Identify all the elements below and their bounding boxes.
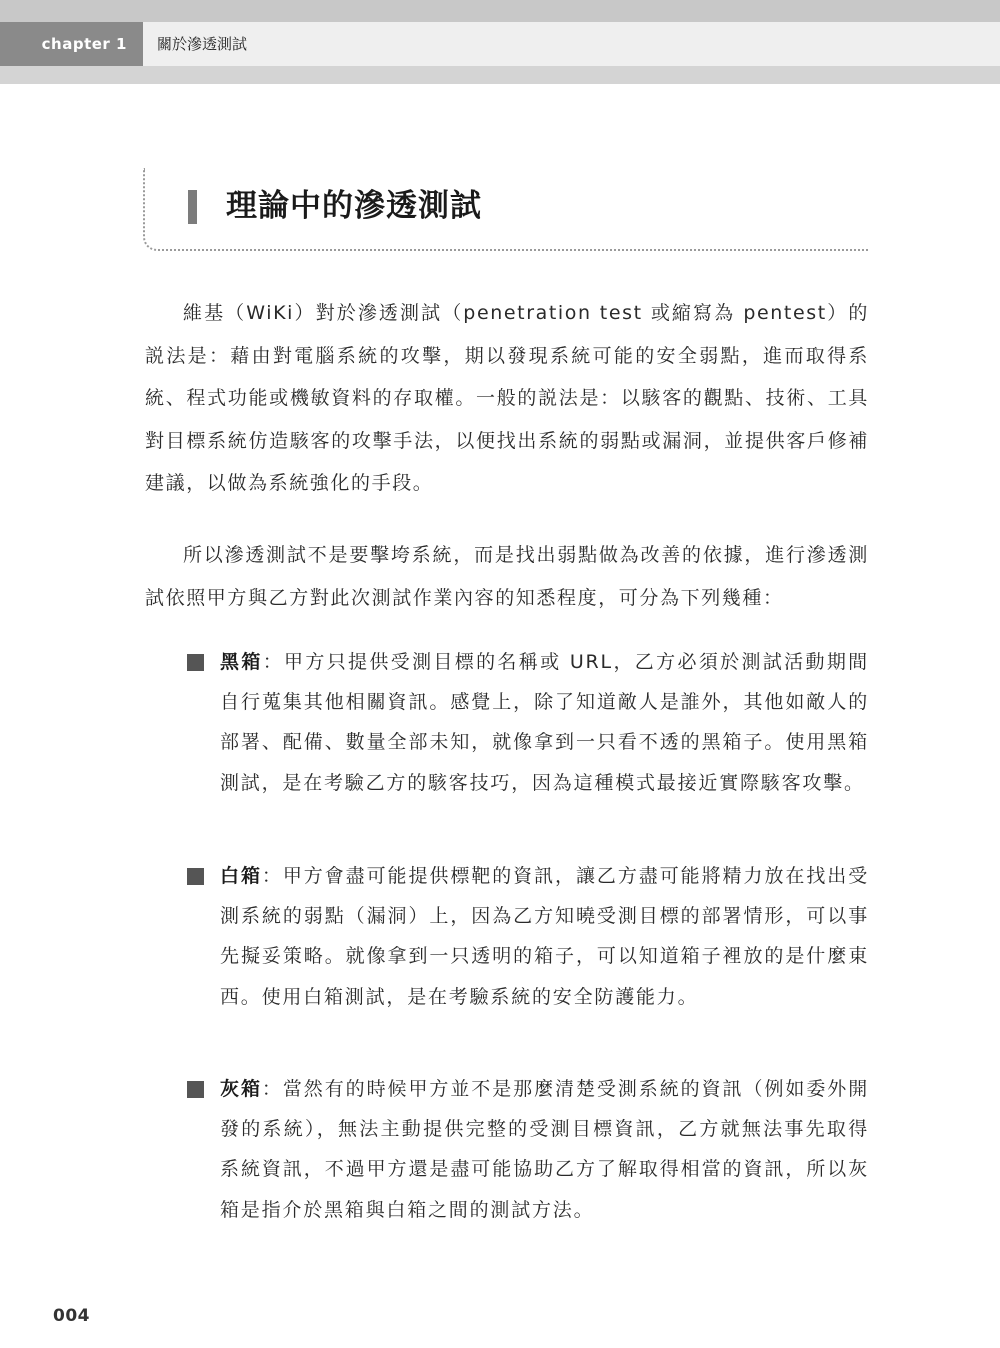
- list-item-body: [220, 1069, 869, 1230]
- chapter-label: chapter 1: [0, 22, 143, 66]
- header-divider: [0, 66, 1000, 84]
- square-bullet-icon: [187, 1081, 204, 1098]
- list-item-term: 白箱: [220, 865, 262, 887]
- list-item-body: [220, 856, 869, 1017]
- list-item-text: ：甲方會盡可能提供標靶的資訊，讓乙方盡可能將精力放在找出受測系統的弱點（漏洞）上，因為乙方知曉受測目標的部署情形，可以事先擬妥策略。就像拿到一只透明的箱子，可以知道箱子裡放的是什麼東西。使用白箱測試，是在考驗系統的安全防護能力。: [220, 865, 870, 1008]
- section-title: 理論中的滲透測試: [226, 188, 482, 224]
- list-item-term: 黑箱: [220, 651, 263, 673]
- body-paragraph-1: 維基（WiKi）對於滲透測試（penetration test 或縮寫為 pentest）的説法是：藉由對電腦系統的攻擊，期以發現系統可能的安全弱點，進而取得系統、程式功能或機敏資料的存取權。一般的説法是：以駭客的觀點、技術、工具對目標系統仿造駭客的攻擊手法，以便找出系統的弱點或漏洞，並提供客戶修補建議，以做為系統強化的手段。: [145, 302, 869, 494]
- square-bullet-icon: [187, 654, 204, 671]
- heading-bar-icon: [188, 190, 197, 224]
- list-item-text: ：甲方只提供受測目標的名稱或 URL，乙方必須於測試活動期間自行蒐集其他相關資訊。感覺上，除了知道敵人是誰外，其他如敵人的部署、配備、數量全部未知，就像拿到一只看不透的黑箱子。使用黑箱測試，是在考驗乙方的駭客技巧，因為這種模式最接近實際駭客攻擊。: [220, 651, 869, 794]
- page-number: 004: [53, 1306, 90, 1326]
- list-item-term: 灰箱: [220, 1078, 262, 1100]
- header-strip: [0, 22, 1000, 66]
- square-bullet-icon: [187, 868, 204, 885]
- body-paragraph-2: 所以滲透測試不是要擊垮系統，而是找出弱點做為改善的依據，進行滲透測試依照甲方與乙方對此次測試作業內容的知悉程度，可分為下列幾種：: [145, 544, 869, 609]
- list-item-body: [220, 642, 869, 803]
- chapter-title: 關於滲透測試: [157, 35, 248, 53]
- list-item-text: ：當然有的時候甲方並不是那麼清楚受測系統的資訊（例如委外開發的系統），無法主動提供完整的受測目標資訊，乙方就無法事先取得系統資訊，不過甲方還是盡可能協助乙方了解取得相當的資訊，所以灰箱是指介於黑箱與白箱之間的測試方法。: [220, 1078, 870, 1221]
